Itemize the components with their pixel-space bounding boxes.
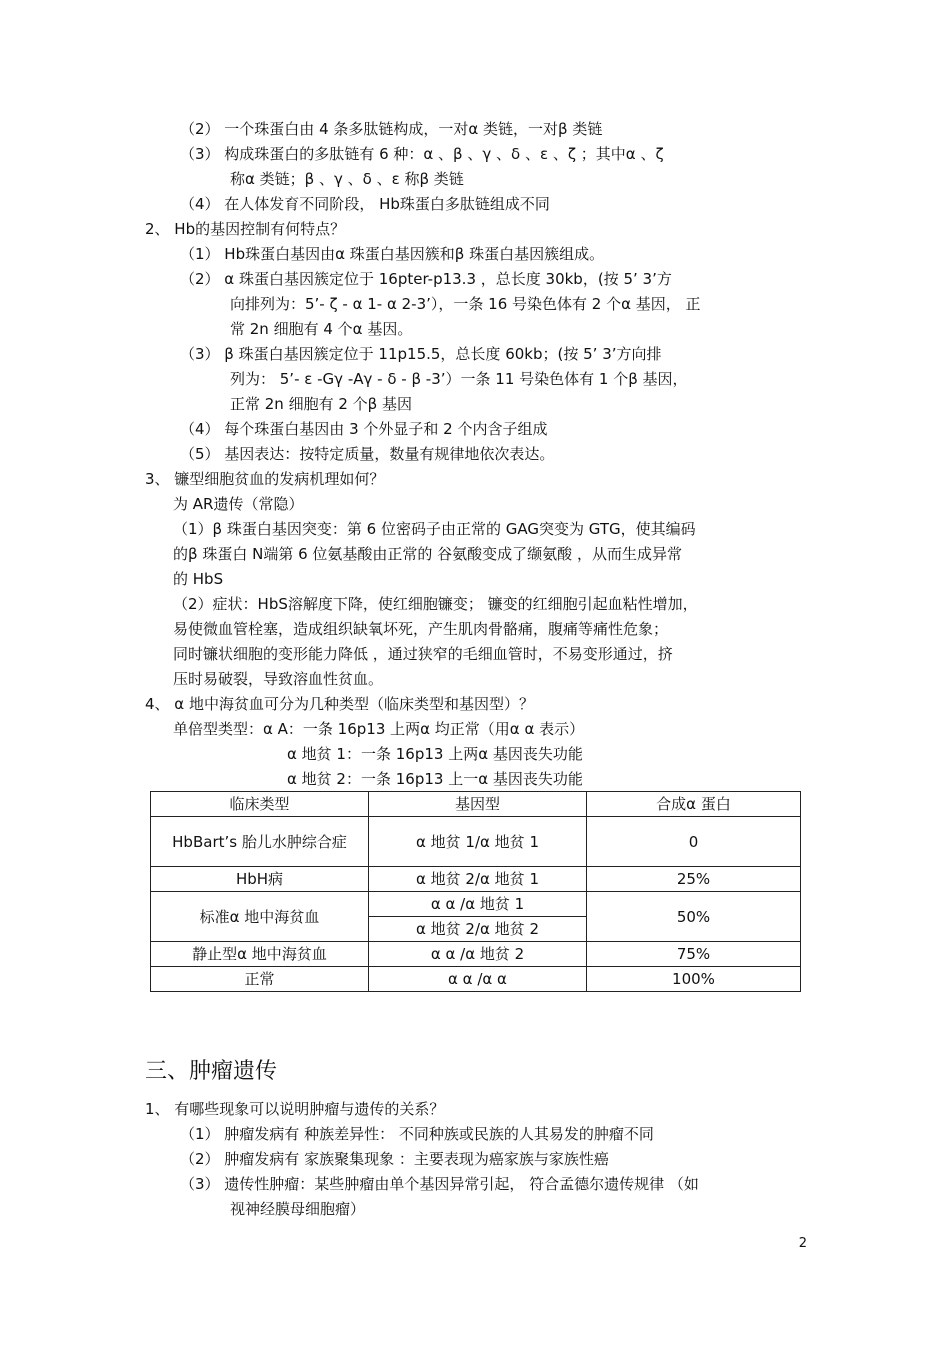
header-clinical-type: 临床类型 xyxy=(151,792,369,817)
table-row xyxy=(151,967,801,992)
s3-q1-item-3-cont: 视神经膜母细胞瘤） xyxy=(230,1200,366,1218)
q3-line-3: 的β 珠蛋白 N端第 6 位氨基酸由正常的 谷氨酸变成了缬氨酸 ，从而生成异常 xyxy=(173,545,682,563)
cell-clinical: HbH病 xyxy=(151,867,369,892)
q3-line-5: （2）症状：HbS溶解度下降，使红细胞镰变； 镰变的红细胞引起血粘性增加， xyxy=(173,595,698,613)
cell-clinical: HbBart’s 胎儿水肿综合症 xyxy=(151,817,369,867)
cell-genotype: α α /α 地贫 2 xyxy=(369,942,587,967)
q2-item-2-cont1: 向排列为：5’- ζ - α 1- α 2-3’），一条 16 号染色体有 2 个α 基因， 正 xyxy=(230,295,701,313)
q2-item-3-cont1: 列为： 5’- ε -Gγ -Aγ - δ - β -3’）一条 11 号染色体有 1 个β 基因， xyxy=(230,370,688,388)
cell-clinical: 静止型α 地中海贫血 xyxy=(151,942,369,967)
q3-line-4: 的 HbS xyxy=(173,570,224,588)
section-heading: 三、肿瘤遗传 xyxy=(145,1059,278,1084)
q2-item-5: （5） 基因表达：按特定质量，数量有规律地依次表达。 xyxy=(180,445,555,463)
header-genotype: 基因型 xyxy=(369,792,587,817)
s3-q1-item-3: （3） 遗传性肿瘤：某些肿瘤由单个基因异常引起， 符合孟德尔遗传规律 （如 xyxy=(180,1175,699,1193)
header-alpha-protein: 合成α 蛋白 xyxy=(587,792,801,817)
table-row xyxy=(151,942,801,967)
q3-line-6: 易使微血管栓塞，造成组织缺氧坏死，产生肌肉骨骼痛，腹痛等痛性危象； xyxy=(173,620,669,638)
cell-protein: 75% xyxy=(587,942,801,967)
cell-genotype: α 地贫 1/α 地贫 1 xyxy=(369,817,587,867)
q2-item-2: （2） α 珠蛋白基因簇定位于 16pter-p13.3 ，总长度 30kb，(按 5’ 3’方 xyxy=(180,270,672,288)
s3-question-1-title: 1、 有哪些现象可以说明肿瘤与遗传的关系？ xyxy=(145,1100,445,1118)
q4-line-3: α 地贫 2：一条 16p13 上一α 基因丧失功能 xyxy=(287,770,583,788)
question-2-title: 2、 Hb的基因控制有何特点？ xyxy=(145,220,346,238)
q3-line-1: 为 AR遗传（常隐） xyxy=(173,495,304,513)
q4-line-2: α 地贫 1：一条 16p13 上两α 基因丧失功能 xyxy=(287,745,583,763)
q2-item-4: （4） 每个珠蛋白基因由 3 个外显子和 2 个内含子组成 xyxy=(180,420,548,438)
page-number: 2 xyxy=(798,1236,807,1251)
q4-line-1: 单倍型类型：α A：一条 16p13 上两α 均正常（用α α 表示） xyxy=(173,720,585,738)
question-4-title: 4、 α 地中海贫血可分为几种类型（临床类型和基因型）？ xyxy=(145,695,534,713)
cell-genotype: α 地贫 2/α 地贫 1 xyxy=(369,867,587,892)
q1-item-2: （2） 一个珠蛋白由 4 条多肽链构成，一对α 类链，一对β 类链 xyxy=(180,120,603,138)
cell-protein: 0 xyxy=(587,817,801,867)
cell-protein: 50% xyxy=(587,892,801,942)
s3-q1-item-2: （2） 肿瘤发病有 家族聚集现象 ：主要表现为癌家族与家族性癌 xyxy=(180,1150,609,1168)
cell-protein: 100% xyxy=(587,967,801,992)
question-3-title: 3、 镰型细胞贫血的发病机理如何？ xyxy=(145,470,385,488)
table-header-row xyxy=(151,792,801,817)
cell-genotype: α α /α α xyxy=(369,967,587,992)
cell-protein: 25% xyxy=(587,867,801,892)
cell-genotype: α 地贫 2/α 地贫 2 xyxy=(369,917,587,942)
q2-item-1: （1） Hb珠蛋白基因由α 珠蛋白基因簇和β 珠蛋白基因簇组成。 xyxy=(180,245,605,263)
q1-item-3: （3） 构成珠蛋白的多肽链有 6 种：α 、β 、γ 、δ 、ε 、ζ ；其中α 、ζ xyxy=(180,145,664,163)
q2-item-2-cont2: 常 2n 细胞有 4 个α 基因。 xyxy=(230,320,413,338)
q1-item-3-cont: 称α 类链；β 、γ 、δ 、ε 称β 类链 xyxy=(230,170,464,188)
thalassemia-type-table xyxy=(150,791,801,992)
cell-genotype: α α /α 地贫 1 xyxy=(369,892,587,917)
s3-q1-item-1: （1） 肿瘤发病有 种族差异性： 不同种族或民族的人其易发的肿瘤不同 xyxy=(180,1125,654,1143)
q2-item-3-cont2: 正常 2n 细胞有 2 个β 基因 xyxy=(230,395,413,413)
q1-item-4: （4） 在人体发育不同阶段， Hb珠蛋白多肽链组成不同 xyxy=(180,195,550,213)
table-row xyxy=(151,892,801,917)
table-row xyxy=(151,867,801,892)
q3-line-2: （1）β 珠蛋白基因突变：第 6 位密码子由正常的 GAG突变为 GTG，使其编码 xyxy=(173,520,696,538)
table-row xyxy=(151,817,801,867)
q2-item-3: （3） β 珠蛋白基因簇定位于 11p15.5，总长度 60kb；(按 5’ 3’方向排 xyxy=(180,345,662,363)
q3-line-8: 压时易破裂，导致溶血性贫血。 xyxy=(173,670,384,688)
q3-line-7: 同时镰状细胞的变形能力降低 ，通过狭窄的毛细血管时，不易变形通过，挤 xyxy=(173,645,673,663)
cell-clinical: 标准α 地中海贫血 xyxy=(151,892,369,942)
cell-clinical: 正常 xyxy=(151,967,369,992)
